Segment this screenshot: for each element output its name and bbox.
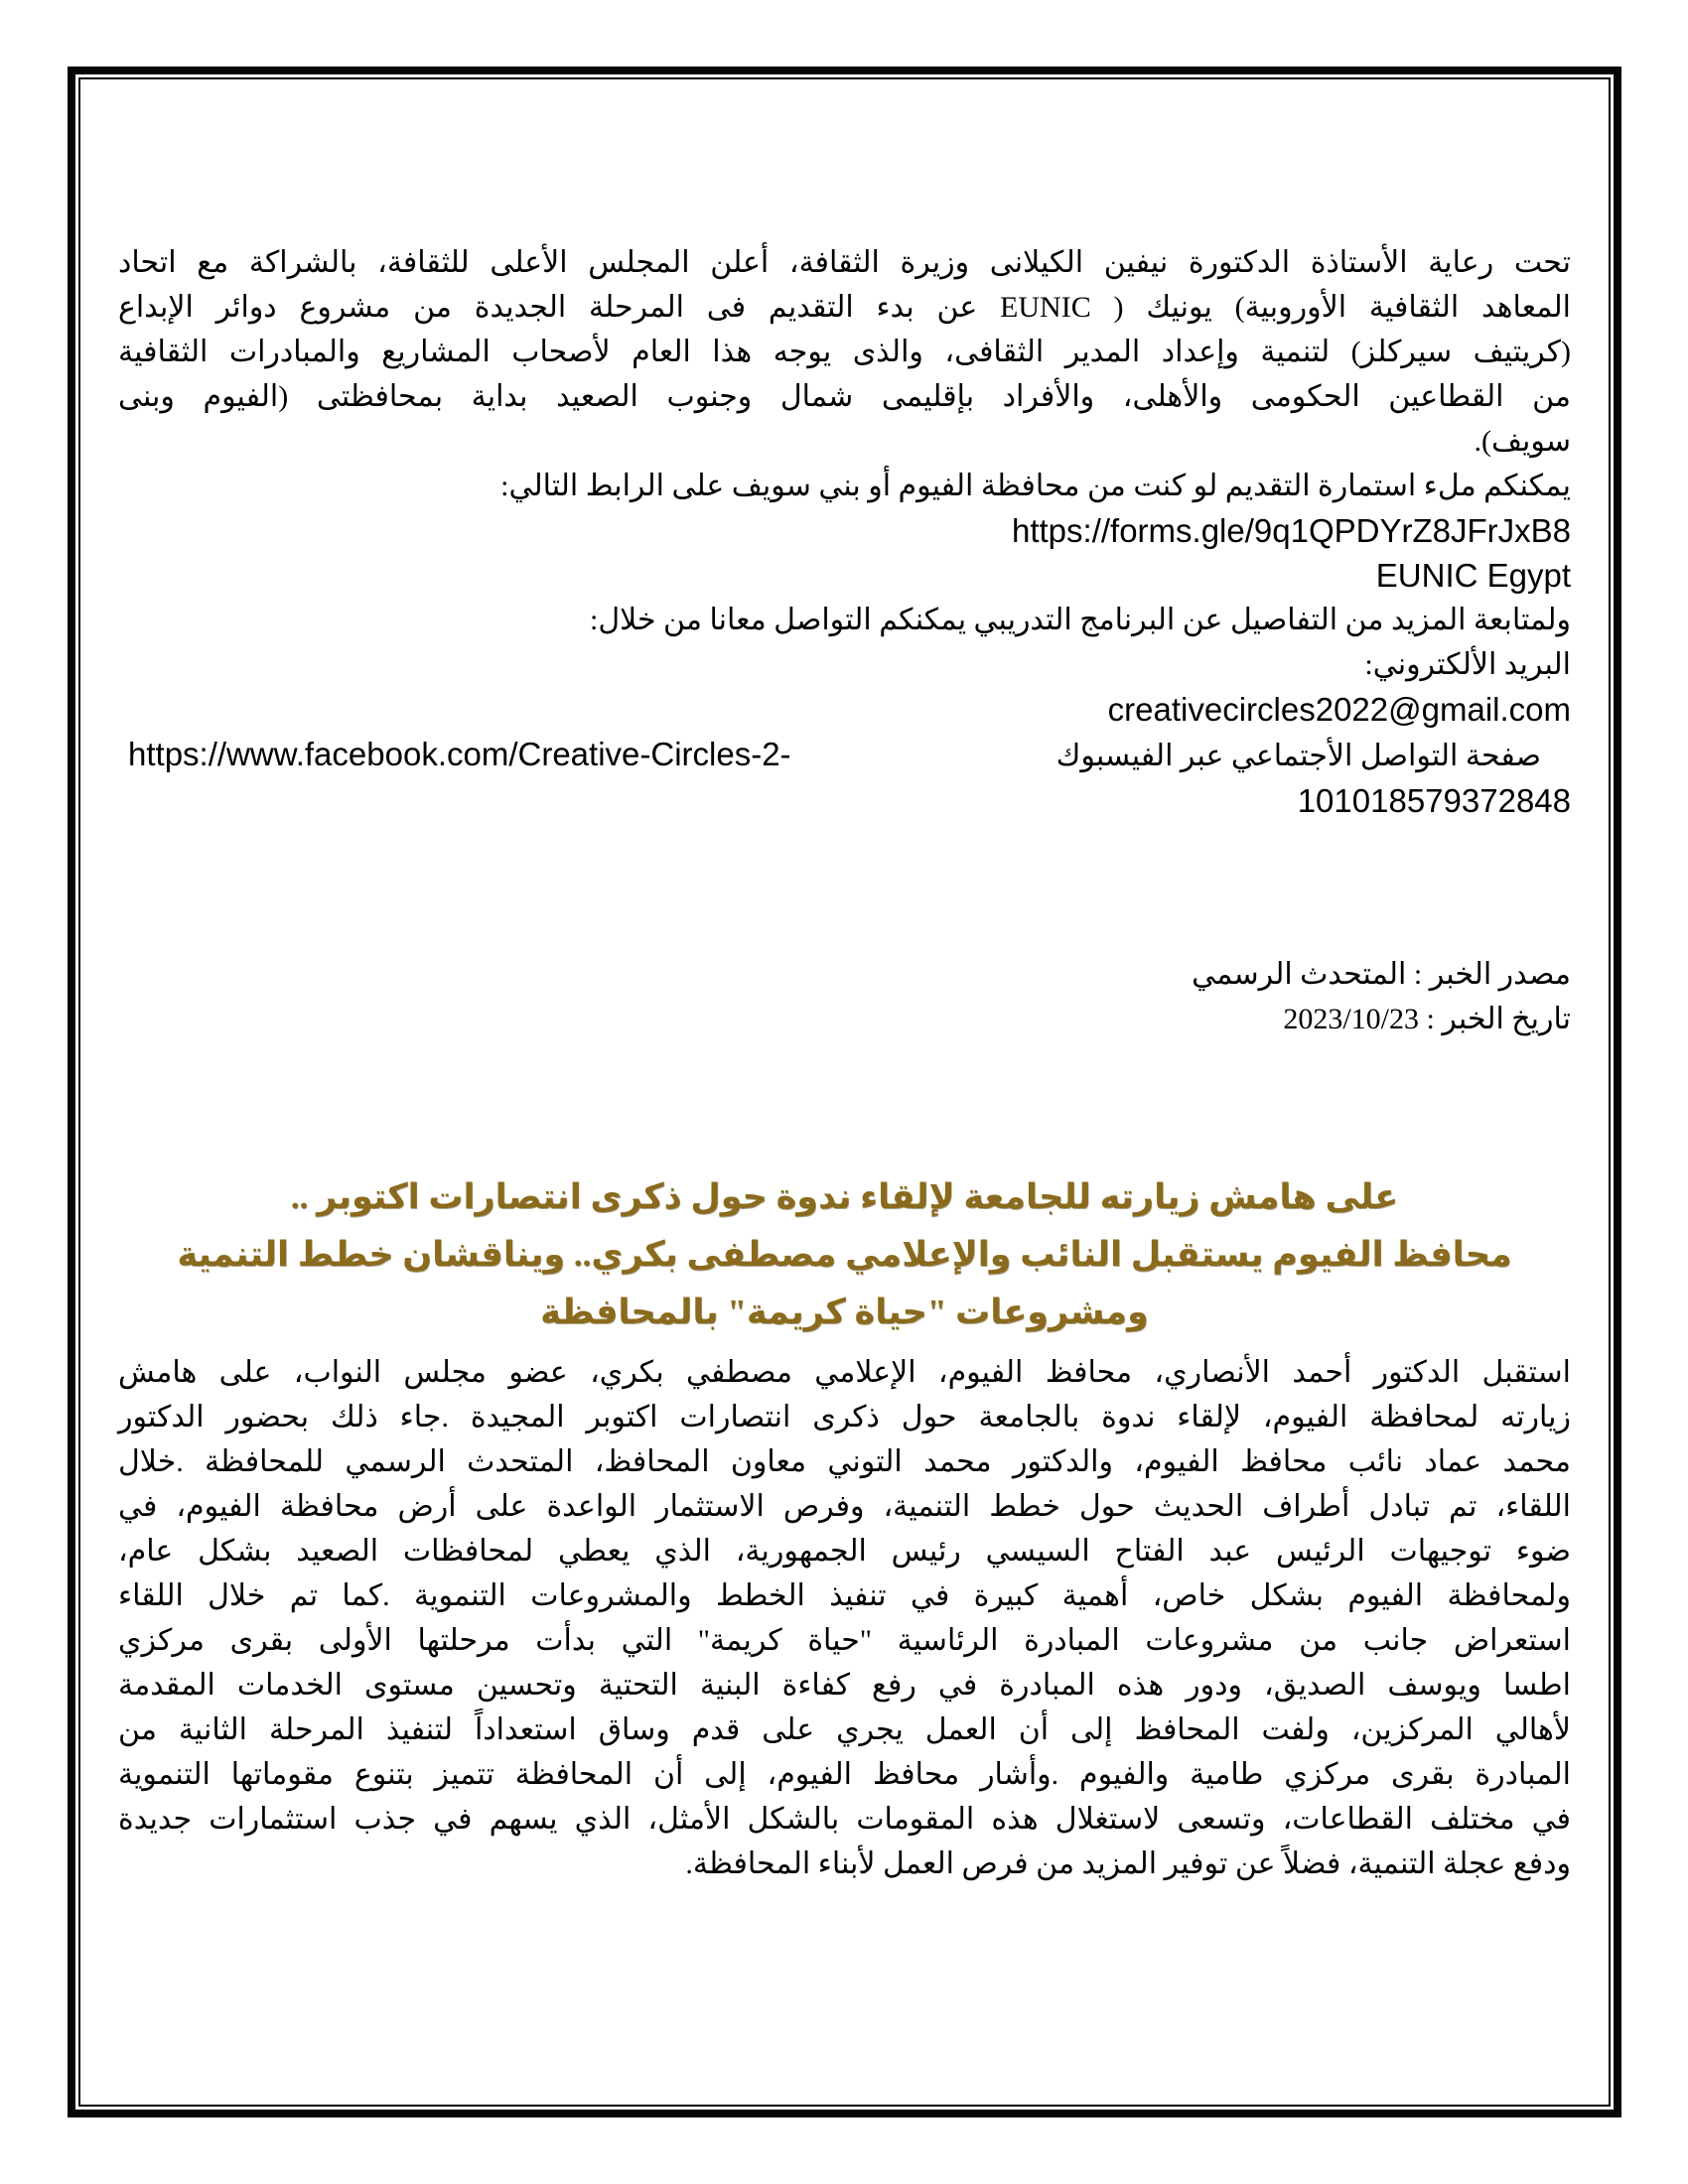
contact-email: creativecircles2022@gmail.com [1107, 691, 1571, 728]
document-content [80, 79, 1609, 2105]
headline-line: محافظ الفيوم يستقبل النائب والإعلامي مصطفى بكري.. ويناقشان خطط التنمية [177, 1235, 1512, 1274]
news-source: مصدر الخبر : المتحدث الرسمي [1192, 958, 1571, 991]
follow-up-line: ولمتابعة المزيد من التفاصيل عن البرنامج التدريبي يمكنكم التواصل معانا من خلال: [589, 604, 1571, 636]
body-line: ودفع عجلة التنمية، فضلاً عن توفير المزيد من فرص العمل لأبناء المحافظة. [685, 1847, 1571, 1880]
body-line: محمد عماد نائب محافظ الفيوم، والدكتور محمد التوني معاون المحافظ، المتحدث الرسمي للمحافظة .خلال [118, 1445, 1571, 1478]
page-border [68, 67, 1621, 2117]
body-line: في مختلف القطاعات، وتسعى لاستغلال هذه المقومات بالشكل الأمثل، الذي يسهم في جذب استثمارات جديدة [118, 1803, 1571, 1836]
headline-line: على هامش زيارته للجامعة لإلقاء ندوة حول ذكرى انتصارات اكتوبر .. [290, 1177, 1399, 1216]
body-line: ولمحافظة الفيوم بشكل خاص، أهمية كبيرة في تنفيذ الخطط والمشروعات التنموية .كما تم خلال اللقاء [118, 1579, 1571, 1612]
article-body [118, 1350, 1571, 1886]
intro-line: من القطاعين الحكومى والأهلى، والأفراد بإقليمى شمال وجنوب الصعيد بداية بمحافظتى (الفيوم وبنى [118, 380, 1571, 413]
article-headline [118, 1168, 1571, 1341]
body-line: لأهالي المركزين، ولفت المحافظ إلى أن العمل يجري على قدم وساق استعداداً لتنفيذ المرحلة الثانية من [118, 1713, 1571, 1746]
facebook-page-id: 101018579372848 [1297, 782, 1571, 819]
application-form-url: https://forms.gle/9q1QPDYrZ8JFrJxB8 [1011, 512, 1571, 549]
intro-line: (كريتيف سيركلز) لتنمية وإعداد المدير الثقافى، والذى يوجه هذا العام لأصحاب المشاريع والمبادرات الثقافية [118, 336, 1571, 368]
intro-line: يمكنكم ملء استمارة التقديم لو كنت من محافظة الفيوم أو بني سويف على الرابط التالي: [500, 470, 1571, 502]
body-line: اللقاء، تم تبادل أطراف الحديث حول خطط التنمية، وفرص الاستثمار الواعدة على أرض محافظة الفيوم، في [118, 1490, 1571, 1523]
page-border-inner [78, 77, 1611, 2107]
body-line: اطسا ويوسف الصديق، ودور هذه المبادرة في رفع كفاءة البنية التحتية وتحسين مستوى الخدمات المقدمة [118, 1669, 1571, 1702]
eunic-egypt-label: EUNIC Egypt [1375, 557, 1571, 594]
intro-line: تحت رعاية الأستاذة الدكتورة نيفين الكيلانى وزيرة الثقافة، أعلن المجلس الأعلى للثقافة، بالشراكة مع اتحاد [118, 246, 1571, 279]
facebook-line [118, 732, 1571, 778]
body-line: زيارته لمحافظة الفيوم، لإلقاء ندوة بالجامعة حول ذكرى انتصارات اكتوبر المجيدة .جاء ذلك بحضور الدكتور [118, 1401, 1571, 1433]
email-label: البريد الألكتروني: [1364, 648, 1571, 681]
intro-line: سويف). [1474, 425, 1571, 458]
facebook-label: صفحة التواصل الأجتماعي عبر الفيسبوك [1055, 740, 1541, 772]
body-line: ضوء توجيهات الرئيس عبد الفتاح السيسي رئيس الجمهورية، الذي يعطي لمحافظات الصعيد بشكل عام، [118, 1535, 1571, 1568]
body-line: المبادرة بقرى مركزي طامية والفيوم .وأشار محافظ الفيوم، إلى أن المحافظة تتميز بتنوع مقوماتها التنموية [118, 1758, 1571, 1791]
news-meta [118, 952, 1571, 1041]
intro-paragraph [118, 240, 1571, 823]
intro-line: المعاهد الثقافية الأوروبية) يونيك ( EUNIC عن بدء التقديم فى المرحلة الجديدة من مشروع دوائر الإبداع [118, 291, 1571, 324]
facebook-url: https://www.facebook.com/Creative-Circles-2- [128, 736, 791, 772]
news-date: تاريخ الخبر : 2023/10/23 [1283, 1003, 1571, 1035]
body-line: استعراض جانب من مشروعات المبادرة الرئاسية "حياة كريمة" التي بدأت مرحلتها الأولى بقرى مركزي [118, 1624, 1571, 1657]
body-line: استقبل الدكتور أحمد الأنصاري، محافظ الفيوم، الإعلامي مصطفي بكري، عضو مجلس النواب، على هامش [118, 1356, 1571, 1389]
headline-line: ومشروعات "حياة كريمة" بالمحافظة [540, 1293, 1149, 1331]
